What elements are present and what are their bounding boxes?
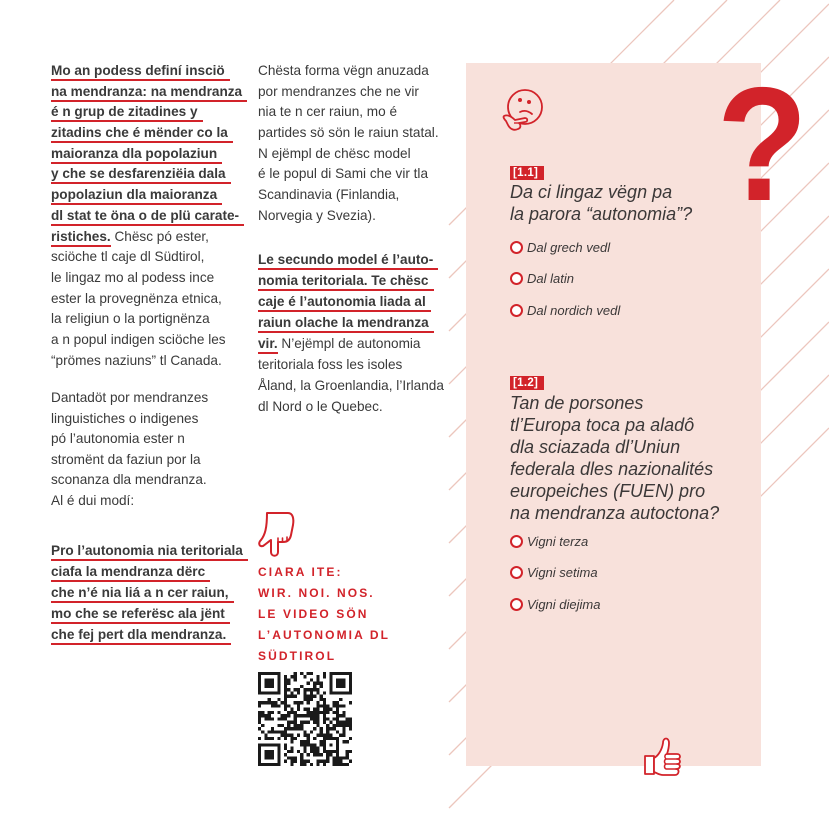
video-call-to-action[interactable] [258,562,390,667]
highlighted-text: na mendranza: na mendranza [51,84,247,102]
highlighted-text: popolaziun dla maioranza [51,187,222,205]
text-line: Dantadöt por mendranzes [51,390,209,405]
text-line [51,309,247,330]
text-line [51,185,247,206]
body-text: N’ejëmpl de autonomia [277,335,421,351]
highlighted-text: caje é l’autonomia liada al [258,294,431,312]
question-text [510,181,692,225]
text-line: Chësta forma vëgn anuzada [258,63,429,78]
highlighted-text: ristiches. [51,229,111,247]
highlighted-text: maioranza dla popolaziun [51,146,222,164]
text-line: Norvegia y Svezia). [258,207,376,223]
text-line [51,330,247,351]
question-line: la parora “autonomia”? [510,204,693,224]
question-number-badge: [1.1] [510,166,544,180]
question-text [510,392,719,524]
highlighted-text: nomia teritoriala. Te chësc [258,273,434,291]
text-line [258,312,444,333]
sami-example-paragraph [258,61,439,227]
body-text: a n popul indigen sciöche les [51,331,226,347]
text-line [51,102,247,123]
question-line: federala dles nazionalités [510,459,714,479]
text-line [51,351,247,372]
text-line: é le popul di Sami che vir tla [258,166,429,182]
highlighted-text: che fej pert dla mendranza. [51,627,231,645]
cta-line: WIR. NOI. NOS. [258,585,375,600]
body-text: le lingaz mo al podess ince [51,269,215,285]
text-line [258,354,444,375]
question-line: na mendranza autoctona? [510,503,720,523]
question-mark-glyph: ? [716,53,808,235]
text-line [51,61,247,82]
question-line: Tan de porsones [510,393,644,413]
thumbs-up-icon [642,734,688,780]
text-line [51,624,248,645]
answer-option[interactable] [510,557,600,589]
body-text: Åland, la Groenlandia, l’Irlanda [258,377,444,393]
text-line: N ejëmpl de chësc model [258,145,411,161]
text-line [51,123,247,144]
answer-label: Vigni setima [527,565,598,580]
text-line [51,247,247,268]
text-line: Al é dui modí: [51,492,135,508]
text-line [258,270,444,291]
text-line [258,291,444,312]
question-line: europeiches (FUEN) pro [510,481,706,501]
highlighted-text: vir. [258,336,278,354]
highlighted-text: y che se desfarenziëia dala [51,166,231,184]
text-line [258,333,444,354]
radio-button[interactable] [510,241,523,254]
text-line [51,144,247,165]
highlighted-text: dl stat te öna o de plü carate- [51,208,244,226]
territorial-autonomy-paragraph [258,249,444,417]
text-line [51,206,247,227]
body-text: Chësc pó ester, [110,228,209,244]
text-line: sconanza dla mendranza. [51,472,207,488]
qr-modules [258,672,352,766]
question-line: tl’Europa toca pa aladô [510,415,695,435]
radio-button[interactable] [510,566,523,579]
text-line [258,249,444,270]
body-text: la religiun o la portignënza [51,311,210,327]
thinking-face-icon [498,86,546,134]
body-text: ester la provegnënza etnica, [51,290,222,306]
answer-label: Vigni terza [527,533,589,549]
text-line [51,582,248,603]
body-text: teritoriala foss les isoles [258,356,403,372]
highlighted-text: ciafa la mendranza dërc [51,564,210,582]
definition-paragraph [51,61,247,371]
highlighted-text: raiun olache la mendranza [258,315,434,333]
highlighted-text: zitadins che é mënder co la [51,125,233,143]
answer-label: Dal latin [527,271,574,286]
text-line [51,268,247,289]
body-text: dl Nord o le Quebec. [258,398,383,414]
radio-button[interactable] [510,272,523,285]
answer-option[interactable] [510,294,620,326]
text-line: por mendranzes che ne vir [258,83,419,99]
question-line: dla sciazada dl’Uniun [510,437,681,457]
qr-code [258,672,352,766]
text-line: stromënt da faziun por la [51,451,201,467]
highlighted-text: Le secundo model é l’auto- [258,252,438,270]
highlighted-text: mo che se referësc ala jënt [51,606,230,624]
radio-button[interactable] [510,304,523,317]
text-line [51,164,247,185]
highlighted-text: Mo an podess definí insciö [51,63,230,81]
text-line: pó l’autonomia ester n [51,431,185,447]
text-line [258,396,444,417]
body-text: “prömes naziuns” tl Canada. [51,352,222,368]
answer-options [510,525,600,620]
highlighted-text: che n’é nia liá a n cer raiun, [51,585,234,603]
highlighted-text: é n grup de zitadines y [51,104,203,122]
text-line [51,561,248,582]
non-territorial-autonomy-paragraph [51,540,248,645]
answer-option[interactable] [510,588,600,620]
autonomy-intro-paragraph [51,388,208,512]
question-mark-icon [700,53,829,235]
text-line [51,540,248,561]
radio-button[interactable] [510,535,523,548]
cta-line: CIARA ITE: [258,564,343,579]
body-text: sciöche tl caje dl Südtirol, [51,249,205,265]
radio-button[interactable] [510,598,523,611]
question-number-badge: [1.2] [510,376,544,390]
hand-pointing-down-icon [256,510,298,558]
highlighted-text: Pro l’autonomia nia teritoriala [51,543,248,561]
answer-option[interactable] [510,263,620,295]
cta-line: L’AUTONOMIA DL [258,627,391,642]
text-line: nia te n cer raiun, mo é [258,104,398,120]
answer-options [510,231,620,326]
answer-option[interactable] [510,231,620,263]
text-line: linguistiches o indigenes [51,410,199,426]
text-line [51,289,247,310]
text-line: partides sö sön le raiun statal. [258,125,439,141]
text-line [51,82,247,103]
text-line [51,227,247,248]
answer-label: Dal nordich vedl [527,302,621,318]
cta-line: LE VIDEO SÖN [258,606,369,621]
answer-option[interactable] [510,525,600,557]
text-line: Scandinavia (Finlandia, [258,187,400,203]
text-line [51,603,248,624]
answer-label: Dal grech vedl [527,239,611,255]
question-line: Da ci lingaz vëgn pa [510,182,673,202]
text-line [258,375,444,396]
cta-line: SÜDTIROL [258,648,337,663]
answer-label: Vigni diejima [527,596,601,612]
